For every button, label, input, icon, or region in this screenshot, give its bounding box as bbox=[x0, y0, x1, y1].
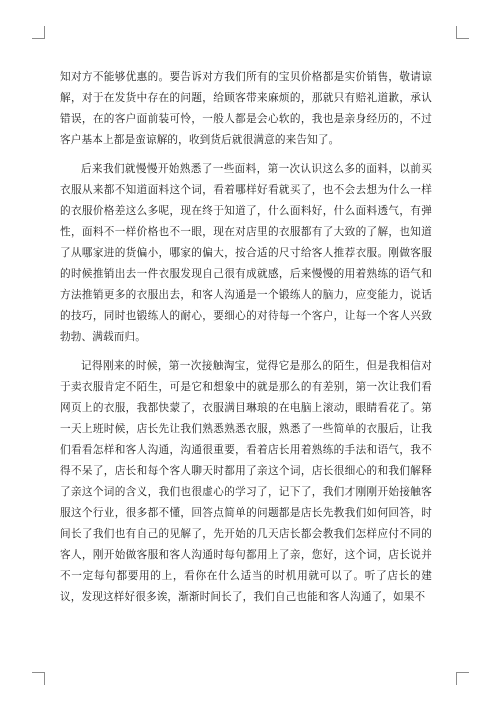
crop-mark-top-left bbox=[32, 26, 45, 39]
document-body bbox=[60, 67, 432, 616]
crop-mark-bottom-left bbox=[32, 672, 45, 685]
crop-mark-top-right bbox=[456, 26, 469, 39]
paragraph-2: 后来我们就慢慢开始熟悉了一些面料，第一次认识这么多的面料，以前买衣服从来都不知道面料这个词，看着哪样好看就买了，也不会去想为什么一样的衣服价格差这么多呢，现在终于知道了，什么面料好，什么面料透气，有弹性，面料不一样价格也不一眼，现在对店里的衣服都有了大致的了解，也知道了从哪家进的货偏小，哪家的偏大，按合适的尺寸给客人推荐衣服。刚做客服的时候推销出去一件衣服发现自己很有成就感，后来慢慢的用着熟练的语气和方法推销更多的衣服出去，和客人沟通是一个锻练人的脑力，应变能力，说话的技巧，同时也锻练人的耐心，要细心的对待每一个客户，让每一个客人兴致勃勃、满载而归。 bbox=[60, 163, 432, 343]
paragraph-1: 知对方不能够优惠的。要告诉对方我们所有的宝贝价格都是实价销售，敬请谅解，对于在发货中存在的问题，给顾客带来麻烦的，那就只有赔礼道歉，承认错误，在的客户面前装可怜，一般人都是会心软的，我也是亲身经历的，不过客户基本上都是蛮谅解的，收到货后就很满意的来告知了。 bbox=[60, 71, 432, 146]
crop-mark-bottom-right bbox=[456, 672, 469, 685]
paragraph-3: 记得刚来的时候，第一次接触淘宝，觉得它是那么的陌生，但是我相信对于卖衣服肯定不陌生，可是它和想象中的就是那么的有差别，第一次让我们看网页上的衣服，我都快蒙了，衣服满目琳琅的在电脑上滚动，眼睛看花了。第一天上班时候，店长先让我们熟悉熟悉衣服，熟悉了一些简单的衣服后，让我们看看怎样和客人沟通，沟通很重要，看着店长用着熟练的手法和语气，我不得不呆了，店长和每个客人聊天时都用了亲这个词，店长很细心的和我们解释了亲这个词的含义，我们也很虚心的学习了，记下了，我们才刚刚开始接触客服这个行业，很多都不懂，回答点简单的问题都是店长先教我们如何回答，时间长了我们也有自己的见解了，先开始的几天店长都会教我们怎样应付不同的客人，刚开始做客服和客人沟通时每句都用上了亲，您好，这个词，店长说并不一定每句都要用的上，看你在什么适当的时机用就可以了。听了店长的建议，发现这样好很多诶，渐渐时间长了，我们自己也能和客人沟通了，如果不 bbox=[60, 360, 432, 603]
